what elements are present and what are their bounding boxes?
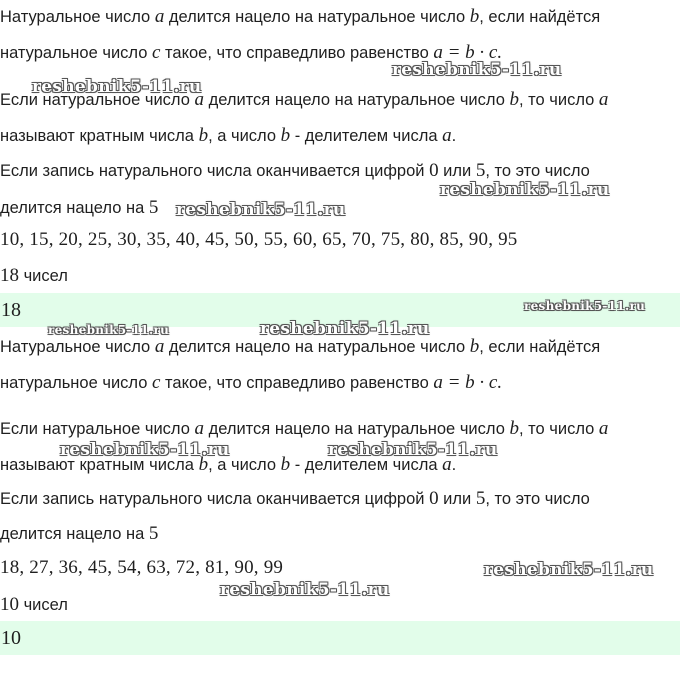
text: делится нацело на натуральное число xyxy=(204,91,510,109)
watermark: reshebnik5-11.ru xyxy=(48,323,170,337)
text: . xyxy=(451,127,457,145)
var-b: b xyxy=(509,89,519,110)
watermark: reshebnik5-11.ru xyxy=(392,60,562,80)
text: Если запись натурального числа оканчивается цифрой xyxy=(0,162,430,180)
watermark: reshebnik5-11.ru xyxy=(260,319,430,339)
text: делится нацело на xyxy=(0,525,149,543)
text: . xyxy=(451,456,457,474)
number-sequence: 10, 15, 20, 25, 30, 35, 40, 45, 50, 55, 60, 65, 70, 75, 80, 85, 90, 95 xyxy=(0,229,518,250)
rule-line-1 xyxy=(0,160,590,182)
text: называют кратным числа xyxy=(0,127,199,145)
watermark: reshebnik5-11.ru xyxy=(220,580,390,600)
text: такое, что справедливо равенство xyxy=(160,374,434,392)
text: делится нацело на натуральное число xyxy=(164,8,470,26)
text: называют кратным числа xyxy=(0,456,199,474)
answer-box: 10 xyxy=(0,621,680,655)
var-b: b xyxy=(198,454,209,475)
watermark: reshebnik5-11.ru xyxy=(176,200,346,220)
var-a: a xyxy=(598,418,609,439)
definition-line-1 xyxy=(0,336,600,358)
rule-line-2 xyxy=(0,523,158,545)
digit: 0 xyxy=(429,160,439,181)
rule-line-2 xyxy=(0,197,158,219)
equation: a = b · c. xyxy=(433,372,503,393)
watermark: reshebnik5-11.ru xyxy=(524,299,646,313)
watermark: reshebnik5-11.ru xyxy=(60,440,230,460)
count-value: 18 xyxy=(0,265,19,286)
watermark: reshebnik5-11.ru xyxy=(484,560,654,580)
text: , то число xyxy=(518,420,599,438)
text: - делителем числа xyxy=(290,456,443,474)
text: делится нацело на натуральное число xyxy=(204,420,510,438)
multiple-line-1 xyxy=(0,418,608,440)
multiple-line-2 xyxy=(0,125,456,147)
text: , то число xyxy=(518,91,599,109)
text: Если запись натурального числа оканчивается цифрой xyxy=(0,490,430,508)
watermark: reshebnik5-11.ru xyxy=(440,180,610,200)
text: или xyxy=(438,162,476,180)
var-b: b xyxy=(469,6,480,27)
text: натуральное число xyxy=(0,374,152,392)
text: натуральное число xyxy=(0,44,152,62)
digit: 0 xyxy=(429,488,439,509)
digit: 5 xyxy=(475,488,486,509)
var-b: b xyxy=(280,125,291,146)
count-label: чисел xyxy=(19,596,68,614)
var-a: a xyxy=(598,89,609,110)
var-a: a xyxy=(194,418,204,439)
watermark: reshebnik5-11.ru xyxy=(32,77,202,97)
rule-line-1 xyxy=(0,488,590,510)
var-a: a xyxy=(154,6,165,27)
var-b: b xyxy=(280,454,291,475)
var-b: b xyxy=(509,418,519,439)
var-a: a xyxy=(154,336,165,357)
digit: 5 xyxy=(148,197,159,218)
text: Если натуральное число xyxy=(0,91,195,109)
var-a: a xyxy=(442,454,452,475)
text: такое, что справедливо равенство xyxy=(160,44,434,62)
text: , а число xyxy=(208,456,281,474)
count-line xyxy=(0,265,68,287)
text: Если натуральное число xyxy=(0,420,195,438)
equation: a = b · c. xyxy=(433,42,503,63)
var-b: b xyxy=(198,125,209,146)
count-value: 10 xyxy=(0,594,19,615)
text: , то это число xyxy=(485,162,590,180)
text: или xyxy=(438,490,476,508)
text: , то это число xyxy=(485,490,590,508)
number-sequence: 18, 27, 36, 45, 54, 63, 72, 81, 90, 99 xyxy=(0,557,284,578)
text: , если найдётся xyxy=(479,338,601,356)
text: делится нацело на натуральное число xyxy=(164,338,470,356)
text: , а число xyxy=(208,127,281,145)
text: делится нацело на xyxy=(0,199,149,217)
var-c: c xyxy=(152,372,161,393)
definition-line-2 xyxy=(0,372,502,394)
text: Натуральное число xyxy=(0,8,155,26)
watermark: reshebnik5-11.ru xyxy=(328,440,498,460)
text: Натуральное число xyxy=(0,338,155,356)
digit: 5 xyxy=(475,160,486,181)
count-label: чисел xyxy=(19,267,68,285)
definition-line-1 xyxy=(0,6,600,28)
text: - делителем числа xyxy=(290,127,443,145)
text: , если найдётся xyxy=(479,8,601,26)
var-a: a xyxy=(194,89,204,110)
var-c: c xyxy=(152,42,161,63)
var-a: a xyxy=(442,125,452,146)
count-line xyxy=(0,594,68,616)
answer-box: 18 xyxy=(0,293,680,327)
var-b: b xyxy=(469,336,480,357)
digit: 5 xyxy=(148,523,159,544)
